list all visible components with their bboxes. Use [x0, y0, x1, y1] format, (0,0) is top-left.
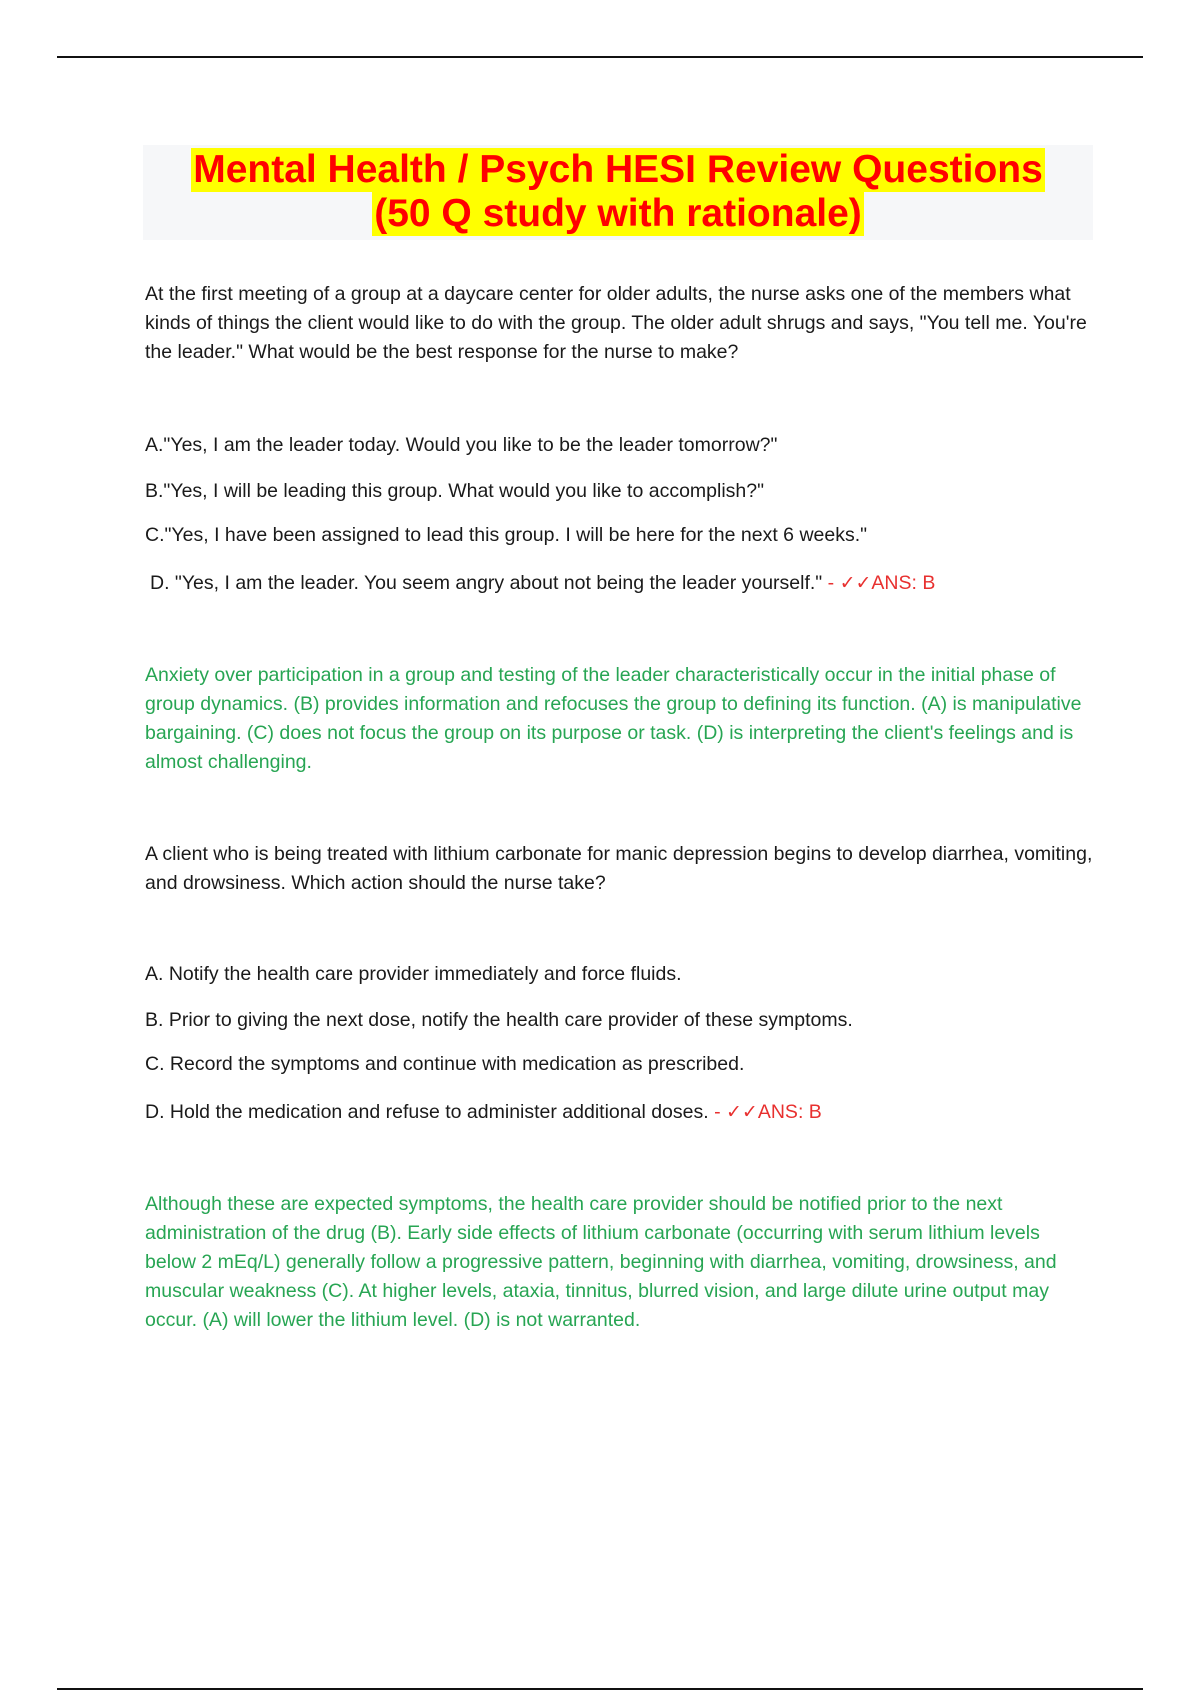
question-1-option-a: A."Yes, I am the leader today. Would you like to be the leader tomorrow?" — [145, 434, 778, 456]
page-title-line-2: (50 Q study with rationale) — [374, 192, 862, 235]
question-1-answer-prefix: - — [827, 572, 840, 594]
question-2-answer-prefix: - — [714, 1101, 726, 1123]
check-marks-icon: ✓✓ — [726, 1101, 758, 1123]
question-2-option-d — [145, 1098, 1095, 1127]
question-2-option-a: A. Notify the health care provider immediately and force fluids. — [145, 963, 682, 985]
top-rule — [57, 56, 1143, 58]
question-1-rationale: Anxiety over participation in a group and testing of the leader characteristically occur in the initial phase of group dynamics. (B) provides information and refocuses the group to defining its function. (A) is manipulative bargaining. (C) does not focus the group on its purpose or task. (D) is interpreting the client's feelings and is almost challenging. — [145, 664, 1082, 773]
question-2-stem: A client who is being treated with lithium carbonate for manic depression begins to develop diarrhea, vomiting, and drowsiness. Which action should the nurse take? — [145, 843, 1093, 894]
bottom-rule — [57, 1688, 1143, 1690]
question-1-option-c: C."Yes, I have been assigned to lead this group. I will be here for the next 6 weeks." — [145, 524, 868, 546]
question-1-option-d-text: D. "Yes, I am the leader. You seem angry about not being the leader yourself." — [150, 572, 823, 594]
question-1-stem: At the first meeting of a group at a daycare center for older adults, the nurse asks one of the members what kinds of things the client would like to do with the group. The older adult shrugs and says, "You tell me. You're the leader." What would be the best response for the nurse to make? — [145, 283, 1087, 363]
question-1-option-d — [150, 569, 1100, 598]
question-2-option-d-text: D. Hold the medication and refuse to administer additional doses. — [145, 1101, 709, 1123]
check-marks-icon: ✓✓ — [839, 572, 872, 594]
question-2-answer: ANS: B — [757, 1101, 822, 1123]
question-2-rationale: Although these are expected symptoms, the health care provider should be notified prior to the next administration of the drug (B). Early side effects of lithium carbonate (occurring with serum lithium levels below 2 mEq/L) generally follow a progressive pattern, beginning with diarrhea, vomiting, drowsiness, and muscular weakness (C). At higher levels, ataxia, tinnitus, blurred vision, and large dilute urine output may occur. (A) will lower the lithium level. (D) is not warranted. — [145, 1193, 1057, 1331]
question-2-option-c: C. Record the symptoms and continue with medication as prescribed. — [145, 1053, 745, 1075]
page-title-line-1: Mental Health / Psych HESI Review Questions — [193, 148, 1043, 191]
question-1-option-b: B."Yes, I will be leading this group. What would you like to accomplish?" — [145, 480, 765, 502]
question-1-answer: ANS: B — [871, 572, 936, 594]
title-block — [143, 145, 1093, 240]
question-2-option-b: B. Prior to giving the next dose, notify the health care provider of these symptoms. — [145, 1009, 853, 1031]
